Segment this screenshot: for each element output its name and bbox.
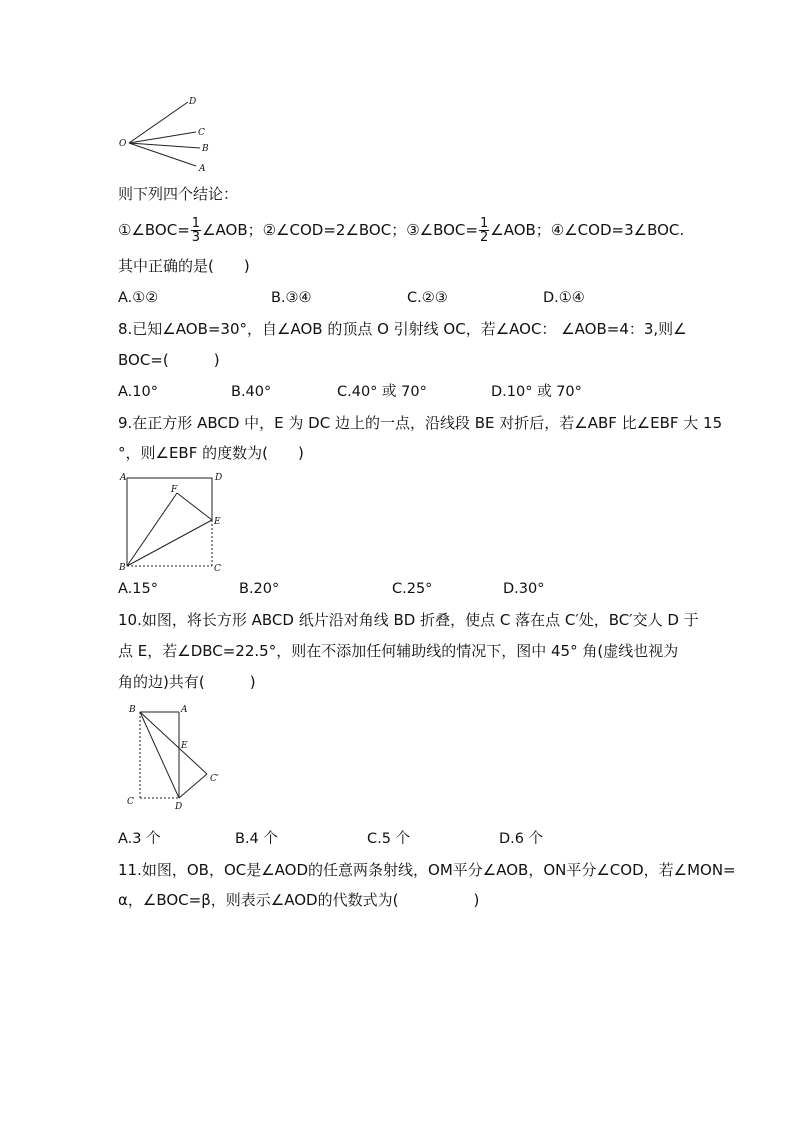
q8-option-c: C.40° 或 70° (337, 384, 427, 400)
fig3-label-a: A (181, 705, 188, 715)
q7-option-a: A.①② (118, 290, 159, 306)
fig3-label-e: E (181, 741, 188, 751)
q11-line2: α，∠BOC=β，则表示∠AOD的代数式为( ) (118, 891, 480, 909)
q11-line1: 11.如图，OB，OC是∠AOD的任意两条射线，OM平分∠AOB，ON平分∠COD，若∠MON= (118, 861, 736, 879)
rays-figure (118, 94, 218, 174)
fig2-label-f: F (171, 485, 178, 495)
q9-option-a: A.15° (118, 581, 158, 597)
rectangle-fold-figure (120, 700, 230, 812)
square-fold-figure (116, 470, 228, 574)
q7-conclusions (118, 212, 684, 248)
fig3-label-d: D (175, 802, 183, 812)
fig1-label-b: B (202, 144, 209, 154)
q10-option-c: C.5 个 (367, 831, 411, 847)
q7-option-d: D.①④ (543, 290, 585, 306)
fig3-label-c-prime: C′ (210, 774, 219, 784)
q7-option-c: C.②③ (407, 290, 448, 306)
q8-option-a: A.10° (118, 384, 158, 400)
q10-line1: 10.如图，将长方形 ABCD 纸片沿对角线 BD 折叠，使点 C 落在点 C′处，BC′交人 D 于 (118, 611, 699, 629)
fig2-label-e: E (214, 517, 221, 527)
fraction-one-half: $\frac{1}{2}$ (479, 216, 489, 245)
fig1-label-c: C (198, 128, 205, 138)
q8-line1: 8.已知∠AOB=30°，自∠AOB 的顶点 O 引射线 OC，若∠AOC： ∠AOB=4：3,则∠ (118, 320, 687, 338)
q8-option-d: D.10° 或 70° (491, 384, 582, 400)
fig1-label-d: D (189, 97, 197, 107)
q9-line1: 9.在正方形 ABCD 中，E 为 DC 边上的一点，沿线段 BE 对折后，若∠ABF 比∠EBF 大 15 (118, 414, 723, 432)
q8-option-b: B.40° (231, 384, 272, 400)
q9-option-b: B.20° (239, 581, 280, 597)
q10-option-b: B.4 个 (235, 831, 278, 847)
q7-c1-post: ∠AOB；②∠COD=2∠BOC；③∠BOC= (202, 221, 478, 239)
q7-question: 其中正确的是( ) (118, 257, 250, 275)
q7-c3-post: ∠AOB；④∠COD=3∠BOC. (490, 221, 685, 239)
q9-option-c: C.25° (392, 581, 433, 597)
q9-option-d: D.30° (503, 581, 545, 597)
fig2-label-b: B (119, 563, 126, 573)
fig1-label-a: A (199, 164, 206, 174)
fig1-label-o: O (119, 139, 127, 149)
q10-option-d: D.6 个 (499, 831, 544, 847)
fraction-one-third: $\frac{1}{3}$ (191, 216, 201, 245)
fig2-label-c: C (214, 564, 221, 574)
q10-line3: 角的边)共有( ) (118, 673, 256, 691)
q7-option-b: B.③④ (271, 290, 312, 306)
q7-lead: 则下列四个结论： (118, 185, 239, 203)
fig3-label-c: C (127, 797, 134, 807)
q7-c1-pre: ①∠BOC= (118, 221, 190, 239)
q9-line2: °，则∠EBF 的度数为( ) (118, 444, 304, 462)
fig2-label-a: A (120, 473, 127, 483)
fig3-label-b: B (129, 705, 136, 715)
q8-line2: BOC=( ) (118, 351, 220, 369)
q10-option-a: A.3 个 (118, 831, 161, 847)
fig2-label-d: D (215, 473, 223, 483)
q10-line2: 点 E，若∠DBC=22.5°，则在不添加任何辅助线的情况下，图中 45° 角(虚线也视为 (118, 642, 679, 660)
